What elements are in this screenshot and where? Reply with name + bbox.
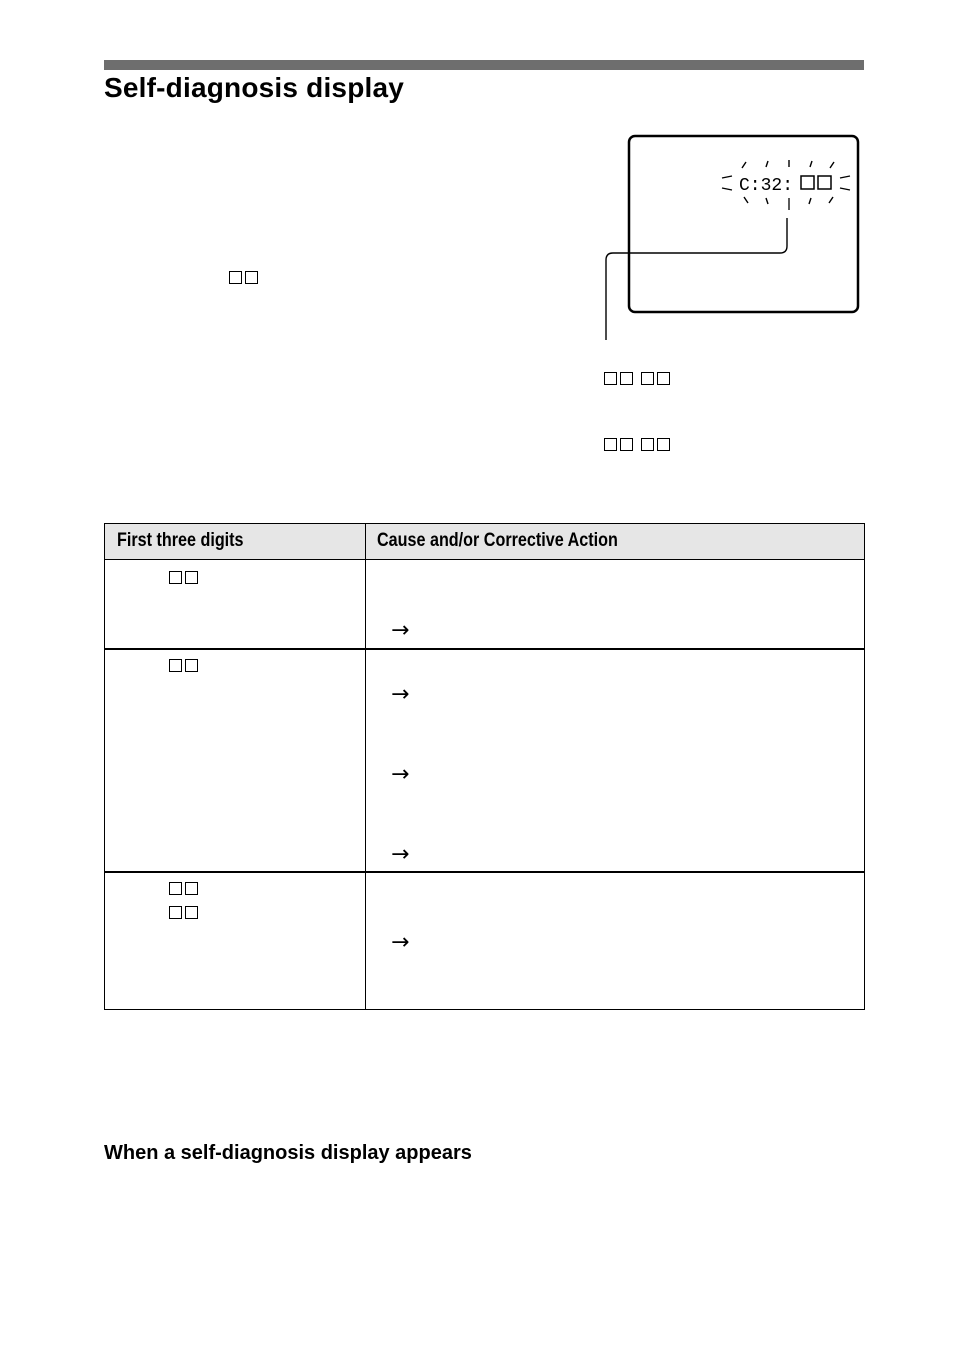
action-arrow: → bbox=[391, 682, 410, 707]
code-placeholder bbox=[604, 438, 673, 452]
lcd-screen-frame bbox=[629, 136, 858, 312]
row1-digit-placeholder bbox=[169, 571, 201, 585]
lcd-digit-box bbox=[818, 176, 831, 189]
action-arrow: → bbox=[391, 762, 410, 787]
row3-digit-placeholder bbox=[169, 882, 201, 896]
row-divider bbox=[105, 648, 864, 650]
section-subheading: When a self-diagnosis display appears bbox=[104, 1142, 472, 1164]
header-cause-action: Cause and/or Corrective Action bbox=[377, 530, 618, 551]
lcd-digit-box bbox=[801, 176, 814, 189]
row2-digit-placeholder bbox=[169, 659, 201, 673]
code-placeholder bbox=[604, 372, 673, 386]
table-header-row bbox=[105, 524, 864, 560]
callout-leader-line bbox=[606, 218, 787, 340]
diagnosis-table bbox=[104, 523, 865, 1010]
action-arrow: → bbox=[391, 618, 410, 643]
row3-digit-placeholder bbox=[169, 906, 201, 920]
row-divider bbox=[105, 871, 864, 873]
action-arrow: → bbox=[391, 842, 410, 867]
column-divider bbox=[365, 524, 366, 1009]
lcd-illustration bbox=[0, 0, 954, 480]
header-first-three-digits: First three digits bbox=[117, 530, 244, 551]
lcd-code-text: C:32: bbox=[739, 176, 794, 196]
page-title: Self-diagnosis display bbox=[104, 72, 405, 103]
action-arrow: → bbox=[391, 930, 410, 955]
